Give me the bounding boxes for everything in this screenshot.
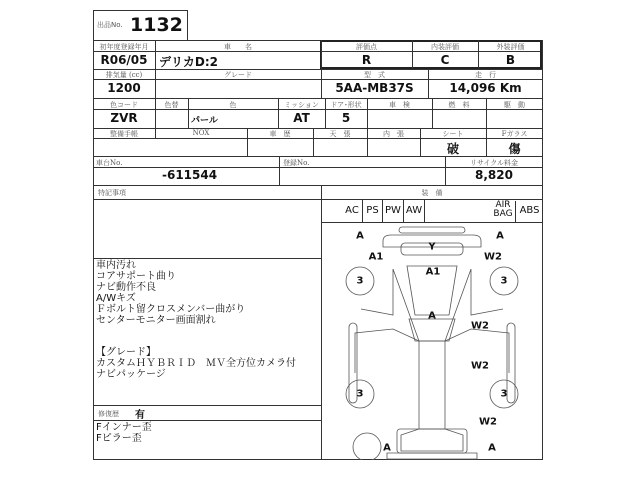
lot-number: 1132: [130, 14, 183, 36]
grade-line: 【グレード】: [96, 347, 156, 358]
damage-mark: W2: [479, 416, 497, 428]
header-first-reg: 初年度登録年月: [99, 43, 149, 51]
note-line: A/Wキズ: [96, 293, 136, 304]
header-mission: ミッション: [284, 101, 319, 109]
mileage-value: 14,096 Km: [449, 81, 522, 95]
mission-value: AT: [293, 111, 310, 125]
header-history: 車 歴: [269, 130, 291, 138]
damage-mark: 3: [500, 388, 508, 400]
header-manual: 整備手帳: [110, 130, 138, 138]
header-exterior: 外装評価: [496, 43, 525, 51]
header-color-code: 色コード: [110, 101, 138, 109]
header-recycle: リサイクル料金: [469, 159, 519, 167]
header-ceiling: 天 張: [329, 130, 351, 138]
header-seat: シート: [442, 130, 464, 138]
header-displacement: 排気量 (cc): [105, 71, 143, 79]
repair-line: Fインナー歪: [96, 422, 152, 433]
equipment-aw: AW: [404, 200, 425, 222]
repair-line: Fピラー歪: [96, 433, 142, 444]
header-car-name: 車 名: [224, 43, 252, 51]
header-front-glass: Fガラス: [501, 130, 528, 138]
lot-box: [93, 10, 188, 40]
notes-list: [96, 260, 245, 326]
recycle-value: 8,820: [475, 168, 513, 182]
model-value: 5AA-MB37S: [335, 81, 414, 95]
damage-mark: A: [428, 310, 436, 322]
damage-mark: W2: [484, 251, 502, 263]
grade-notes: [96, 347, 296, 380]
front-glass-value: 傷: [508, 142, 521, 156]
header-registration: 登録No.: [283, 159, 310, 167]
damage-mark: 3: [500, 275, 508, 287]
damage-mark: W2: [471, 360, 489, 372]
repair-history-value: 有: [135, 410, 145, 421]
repair-notes: [96, 422, 152, 444]
header-score: 評価点: [356, 43, 377, 51]
interior-value: C: [440, 53, 450, 67]
seat-value: 破: [446, 142, 459, 156]
first-reg-value: R06/05: [100, 53, 148, 67]
header-notes: 特記事項: [98, 189, 126, 197]
color-code-value: ZVR: [110, 111, 138, 125]
equipment-ac: AC: [342, 200, 363, 222]
note-line: 車内汚れ: [96, 260, 136, 271]
header-equipment: 装 備: [421, 189, 443, 197]
header-color: 色: [229, 101, 237, 109]
header-grade: グレード: [224, 71, 252, 79]
damage-mark: A1: [425, 266, 441, 278]
car-diagram: [321, 223, 543, 460]
note-line: コアサポート曲り: [96, 271, 176, 282]
damage-mark: W2: [471, 320, 489, 332]
header-color-change: 色替: [164, 101, 179, 109]
lot-label: 出品No.: [97, 21, 123, 29]
header-drive: 駆 動: [504, 101, 525, 109]
damage-mark: A: [383, 442, 391, 454]
header-nox: NOX: [192, 129, 210, 137]
damage-mark: A: [356, 230, 364, 242]
damage-mark: 3: [356, 388, 364, 400]
equipment-ps: PS: [363, 200, 383, 222]
header-mileage: 走 行: [475, 71, 496, 79]
equipment-pw: PW: [383, 200, 404, 222]
score-value: R: [361, 53, 372, 67]
displacement-value: 1200: [107, 81, 141, 95]
car-name-value: デリカD:2: [159, 55, 218, 69]
note-line: Ｆボルト留クロスメンバー曲がり: [96, 304, 246, 315]
header-repair-history: 修復歴: [98, 410, 119, 418]
damage-mark: Y: [428, 241, 436, 253]
header-fuel: 燃 料: [448, 101, 470, 109]
damage-mark: A1: [368, 251, 384, 263]
header-chassis: 車台No.: [96, 159, 123, 167]
damage-mark: A: [496, 230, 504, 242]
damage-mark: 3: [356, 275, 364, 287]
note-line: ナビ動作不良: [96, 282, 156, 293]
header-model: 型 式: [364, 71, 385, 79]
color-value: パール: [191, 116, 218, 126]
exterior-value: B: [505, 53, 516, 67]
header-door: ドア･形状: [330, 101, 362, 109]
damage-mark: A: [488, 442, 496, 454]
grade-line: カスタムＨＹＢＲＩＤ ＭＶ全方位カメラ付: [96, 358, 296, 369]
note-line: センターモニター画面割れ: [96, 315, 216, 326]
equipment-abs: ABS: [519, 205, 540, 216]
header-inner-trim: 内 張: [383, 130, 404, 138]
door-value: 5: [341, 111, 351, 125]
header-inspection: 車 検: [389, 101, 410, 109]
header-interior: 内装評価: [431, 43, 459, 51]
grade-line: ナビパッケージ: [96, 369, 166, 380]
chassis-value: -611544: [162, 168, 218, 182]
equipment-airbag: AIR BAG: [491, 201, 516, 222]
